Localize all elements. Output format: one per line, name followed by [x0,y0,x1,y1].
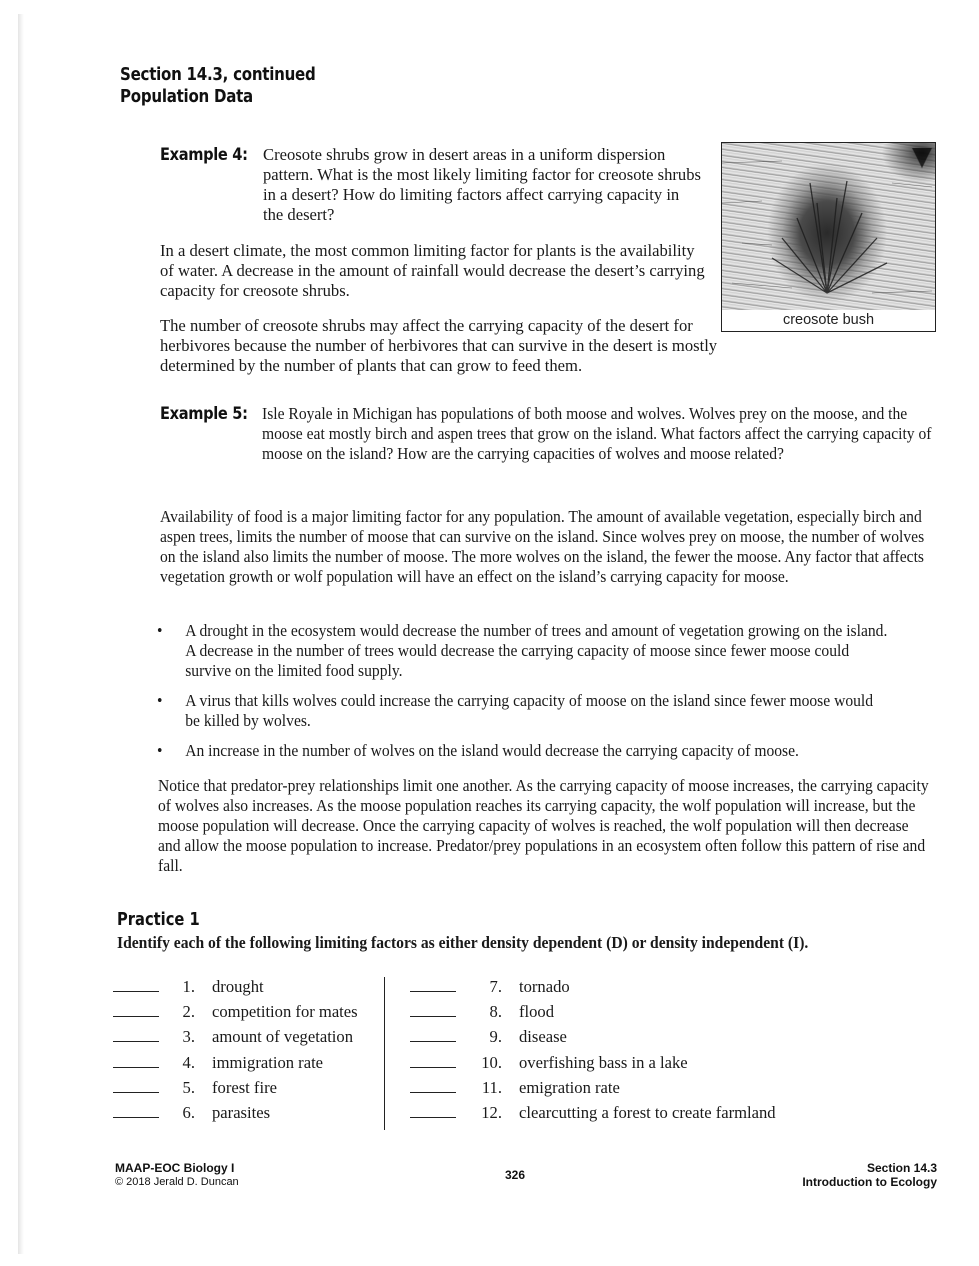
example-4-answer-1: In a desert climate, the most common limiting factor for plants is the availability of water. A decrease in the amount of rainfall would decrease the desert’s carrying capacity for creosote shrubs. [160,241,705,300]
answer-blank-5[interactable] [113,1077,159,1093]
answer-blank-11[interactable] [410,1077,456,1093]
practice-column-left [113,976,358,1127]
practice-item-1: 1. drought [113,976,358,1001]
answer-blank-12[interactable] [410,1102,456,1118]
example-5-conclusion: Notice that predator-prey relationships limit one another. As the carrying capacity of moose increases, the carrying capacity of wolves also increases. As the moose population reaches its carrying capacity, the wolf population will increase, but the moose population will decrease. Once the carrying capacity of wolves is reached, the wolf population will then decrease and allow the moose population to increase. Predator/prey populations in an ecosystem often follow this pattern of rise and fall. [158,776,929,875]
section-label: Section 14.3, continued [120,65,316,85]
answer-blank-1[interactable] [113,976,159,992]
practice-item-5: 5. forest fire [113,1077,358,1102]
list-item: • A drought in the ecosystem would decrease the number of trees and amount of vegetation growing on the island. A decrease in the number of trees would decrease the carrying capacity of moose since fewer moose could survive on the limited food supply. [157,621,888,680]
answer-blank-9[interactable] [410,1026,456,1042]
answer-blank-2[interactable] [113,1001,159,1017]
example-4-answer-2: The number of creosote shrubs may affect the carrying capacity of the desert for herbivores because the number of herbivores that can survive in the desert is mostly determined by the number of plants that can grow to feed them. [160,316,718,375]
footer-section: Section 14.3 [866,1161,937,1175]
practice-item-3: 3. amount of vegetation [113,1026,358,1051]
bullet-icon: • [157,741,163,760]
column-divider [384,977,385,1130]
practice-item-7: 7. tornado [410,976,776,1001]
practice-item-12: 12. clearcutting a forest to create farmland [410,1102,776,1127]
example-5-label: Example 5: [160,404,248,424]
practice-title: Practice 1 [117,910,200,930]
practice-item-2: 2. competition for mates [113,1001,358,1026]
example-4-label: Example 4: [160,145,248,165]
bullet-icon: • [157,691,163,710]
example-5-question: Isle Royale in Michigan has populations of both moose and wolves. Wolves prey on the moose, and the moose eat mostly birch and aspen trees that grow on the island. What factors affect the carrying capacity of moose on the island? How are the carrying capacities of wolves and moose related? [262,404,932,463]
creosote-bush-photo-icon [722,143,935,311]
book-title: MAAP-EOC Biology I [115,1161,235,1175]
practice-item-9: 9. disease [410,1026,776,1051]
practice-item-4: 4. immigration rate [113,1052,358,1077]
example-4-question: Creosote shrubs grow in desert areas in a uniform dispersion pattern. What is the most likely limiting factor for creosote shrubs in a desert? How do limiting factors affect carrying capacity in the desert? [263,145,701,224]
answer-blank-7[interactable] [410,976,456,992]
practice-column-right [410,976,776,1127]
footer-book-info [115,1161,239,1189]
figure-caption: creosote bush [722,310,935,331]
answer-blank-8[interactable] [410,1001,456,1017]
creosote-bush-figure [721,142,936,332]
practice-instructions: Identify each of the following limiting factors as either density dependent (D) or density independent (I). [117,933,809,952]
list-item: • An increase in the number of wolves on the island would decrease the carrying capacity of moose. [157,741,799,760]
section-header [120,64,347,108]
footer-chapter: Introduction to Ecology [802,1175,937,1189]
footer-section-info [802,1161,937,1189]
answer-blank-3[interactable] [113,1026,159,1042]
scan-shadow-edge [18,14,24,1254]
page-number: 326 [505,1168,526,1182]
example-5-answer: Availability of food is a major limiting factor for any population. The amount of available vegetation, especially birch and aspen trees, limits the number of moose that can survive on the island. Since wolves prey on moose, the number of wolves on the island also limits the number of moose. The more wolves on the island, the fewer the moose. Any factor that affects vegetation growth or wolf population will have an effect on the island’s carrying capacity for moose. [160,507,925,586]
copyright: © 2018 Jerald D. Duncan [115,1176,239,1188]
answer-blank-4[interactable] [113,1052,159,1068]
practice-item-11: 11. emigration rate [410,1077,776,1102]
answer-blank-6[interactable] [113,1102,159,1118]
page-title: Population Data [120,87,253,107]
consequence-list [157,621,890,771]
answer-blank-10[interactable] [410,1052,456,1068]
practice-item-10: 10. overfishing bass in a lake [410,1052,776,1077]
list-item: • A virus that kills wolves could increase the carrying capacity of moose on the island since fewer moose would be killed by wolves. [157,691,874,730]
bullet-icon: • [157,621,163,640]
practice-item-6: 6. parasites [113,1102,358,1127]
practice-item-8: 8. flood [410,1001,776,1026]
